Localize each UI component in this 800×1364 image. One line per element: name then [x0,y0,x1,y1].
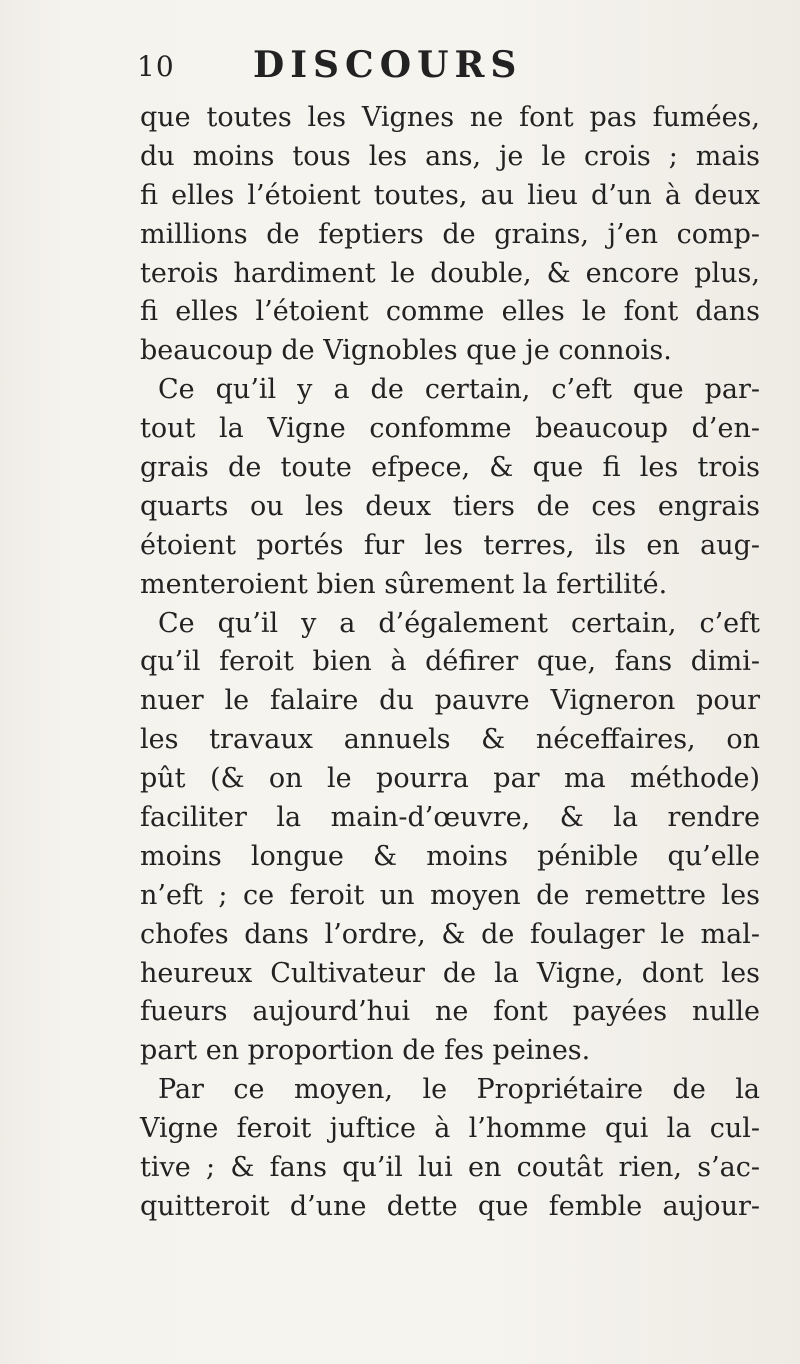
text-line: fi elles l’étoient comme elles le font dans [140,296,760,328]
text-line: que toutes les Vignes ne font pas fumées, [140,102,760,133]
paragraph-start-line: Par ce moyen, le Propriétaire de la [158,1074,760,1106]
text-line: Vigne feroit juftice à l’homme qui la cul- [140,1113,760,1145]
text-line: part en proportion de fes peines. [140,1035,591,1067]
paragraph-start-line: Ce qu’il y a de certain, c’eft que par- [158,374,760,406]
text-line: moins longue & moins pénible qu’elle [140,840,760,872]
running-head: DISCOURS [253,44,523,86]
text-line: chofes dans l’ordre, & de foulager le mal- [140,918,760,950]
text-line: fueurs aujourd’hui ne font payées nulle [140,996,760,1028]
text-line: menteroient bien sûrement la fertilité. [140,568,668,600]
text-line: les travaux annuels & néceffaires, on [140,724,760,756]
text-line: qu’il feroit bien à défirer que, fans dimi- [140,646,760,678]
text-line: faciliter la main-d’œuvre, & la rendre [140,802,760,834]
text-line: millions de feptiers de grains, j’en comp- [140,218,760,250]
text-line: quarts ou les deux tiers de ces engrais [140,490,760,522]
text-line: n’eft ; ce feroit un moyen de remettre les [140,879,760,911]
text-line: étoient portés fur les terres, ils en aug- [140,529,760,561]
text-line: pût (& on le pourra par ma méthode) [140,763,760,795]
text-line: grais de toute efpece, & que fi les trois [140,452,760,484]
text-line: heureux Cultivateur de la Vigne, dont les [140,957,760,989]
page-header [0,44,800,84]
text-line: terois hardiment le double, & encore plus, [140,257,760,289]
text-line: quitteroit d’une dette que femble aujour- [140,1190,760,1222]
text-line: beaucoup de Vignobles que je connois. [140,335,672,367]
body-text [140,99,760,1227]
paragraph-start-line: Ce qu’il y a d’également certain, c’eft [158,607,760,639]
text-line: fi elles l’étoient toutes, au lieu d’un à deux [140,179,760,211]
text-line: nuer le falaire du pauvre Vigneron pour [140,685,760,717]
text-line: du moins tous les ans, je le crois ; mais [140,140,760,172]
text-line: tive ; & fans qu’il lui en coutât rien, s’ac- [140,1152,760,1184]
page-number: 10 [137,50,175,83]
text-line: tout la Vigne confomme beaucoup d’en- [140,413,760,445]
